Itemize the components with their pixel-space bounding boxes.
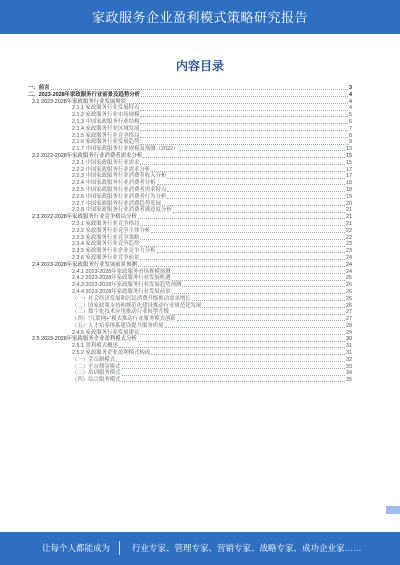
toc-leader-dots: [140, 246, 345, 247]
toc-entry-page: 26: [346, 295, 352, 302]
toc-entry[interactable]: [28, 248, 352, 255]
toc-leader-dots: [127, 103, 348, 104]
toc-entry-page: 15: [346, 152, 352, 159]
toc-entry[interactable]: [28, 126, 352, 133]
toc-entry-page: 29: [346, 329, 352, 336]
toc-entry-page: 19: [346, 193, 352, 200]
toc-entry-page: 23: [346, 241, 352, 248]
toc-leader-dots: [138, 341, 345, 342]
toc-leader-dots: [179, 150, 345, 151]
toc-title: 内容目录: [175, 59, 224, 73]
toc-leader-dots: [122, 381, 345, 382]
toc-leader-dots: [140, 144, 348, 145]
toc-leader-dots: [172, 293, 345, 294]
toc-entry-label: 2.2.8 中国家政服务行业消费者满意度分析: [72, 207, 172, 214]
toc-entry[interactable]: [28, 214, 352, 221]
toc-list: [28, 85, 352, 384]
toc-entry-label: 2.3.1 家政服务行业竞争格局: [72, 220, 140, 227]
toc-leader-dots: [141, 96, 348, 97]
toc-entry-page: 32: [346, 356, 352, 363]
toc-entry-label: 2.3 2022-2028年家政服务行业竞争格局分析: [32, 214, 137, 221]
toc-entry[interactable]: [28, 112, 352, 119]
toc-entry-page: 27: [346, 309, 352, 316]
toc-entry-label: 2.1.1 家政服务行业发展特点: [72, 105, 140, 112]
toc-entry[interactable]: [28, 255, 352, 262]
toc-entry-page: 3: [349, 85, 352, 91]
toc-entry-page: 18: [346, 186, 352, 193]
toc-entry-page: 20: [346, 200, 352, 207]
toc-entry-label: 2.4.4 2023-2028年家政服务行业发展前景: [72, 288, 171, 295]
toc-entry-page: 26: [346, 282, 352, 289]
toc-leader-dots: [167, 178, 345, 179]
toc-entry-label: 2.4.3 2023-2028年家政服务行业发展趋势预测: [72, 282, 182, 289]
toc-entry[interactable]: [28, 146, 352, 153]
toc-leader-dots: [116, 361, 345, 362]
toc-leader-dots: [157, 252, 345, 253]
header-band: [0, 0, 400, 34]
toc-entry-label: 2.1.4 家政服务行业区域发展: [72, 125, 140, 132]
toc-entry-page: 31: [346, 343, 352, 350]
toc-entry-page: 34: [346, 370, 352, 377]
toc-leader-dots: [140, 130, 348, 131]
toc-leader-dots: [143, 157, 345, 158]
toc-leader-dots: [170, 314, 345, 315]
toc-entry-label: 2.3.4 家政服务行业竞争趋势: [72, 241, 140, 248]
toc-entry-label: 2.2 2022-2028年家政服务行业消费者需求分析: [32, 152, 143, 159]
toc-entry-label: 2.5.2 家政服务企业盈利模式构成: [72, 350, 151, 357]
toc-entry-label: （二）国家政策支持和规范化建设推动行业规范化发展: [72, 302, 202, 309]
toc-entry[interactable]: [28, 221, 352, 228]
footer-slogan: 让每个人都能成为: [42, 543, 111, 553]
toc-entry-label: 二、2023-2028年家政服务行业前景及趋势分析: [28, 91, 141, 98]
toc-leader-dots: [140, 259, 345, 260]
toc-leader-dots: [138, 218, 345, 219]
toc-entry[interactable]: [28, 262, 352, 269]
toc-entry-page: 4: [349, 98, 352, 105]
toc-entry-page: 8: [349, 132, 352, 139]
toc-leader-dots: [140, 116, 348, 117]
footer-separator: [119, 541, 120, 555]
toc-leader-dots: [172, 273, 345, 274]
toc-leader-dots: [151, 171, 345, 172]
toc-leader-dots: [140, 225, 345, 226]
footer-roles: 行业专家、管理专家、营销专家、战略专家、成功企业家……: [132, 543, 362, 553]
toc-entry-label: 2.2.4 中国家政服务行业消费者分析: [72, 180, 156, 187]
toc-entry-label: 2.2.3 中国家政服务行业消费者收入分析: [72, 173, 167, 180]
toc-entry-label: （一）会员制模式: [72, 356, 116, 363]
toc-entry[interactable]: [28, 282, 352, 289]
toc-entry-label: 2.5 2023-2028年家政服务企业盈利模式分析: [32, 336, 137, 343]
toc-entry-label: 2.4 2023-2028年家政服务行业发展前景预测: [32, 261, 137, 268]
toc-leader-dots: [182, 286, 345, 287]
toc-entry-label: 2.4.5 家政服务行业发展建议: [72, 329, 140, 336]
toc-entry-page: 25: [346, 275, 352, 282]
toc-entry-page: 18: [346, 180, 352, 187]
toc-entry-page: 4: [349, 105, 352, 112]
toc-leader-dots: [173, 212, 345, 213]
toc-leader-dots: [157, 184, 345, 185]
toc-entry-page: 5: [349, 112, 352, 119]
toc-entry-label: 2.2.2 中国家政服务行业需求分析: [72, 166, 151, 173]
toc-entry[interactable]: [28, 153, 352, 160]
toc-entry-label: 2.3.5 家政服务行业企业竞争力分析: [72, 248, 156, 255]
right-accent-block: [386, 506, 400, 514]
toc-entry-label: 2.1.3 中国家政服务行业结构: [72, 118, 140, 125]
toc-entry-page: 21: [346, 220, 352, 227]
toc-leader-dots: [140, 164, 345, 165]
toc-entry-page: 17: [346, 173, 352, 180]
toc-entry-label: （三）数字化技术应用推动行业转型升级: [72, 309, 170, 316]
toc-entry-label: 2.3.2 家政服务行业竞争主体分析: [72, 227, 151, 234]
toc-leader-dots: [122, 375, 345, 376]
toc-entry-page: 21: [346, 207, 352, 214]
toc-leader-dots: [138, 266, 345, 267]
toc-entry-label: （四）“互联网+”模式推动行业服务模式创新: [72, 316, 176, 323]
toc-leader-dots: [151, 232, 345, 233]
toc-entry[interactable]: [28, 350, 352, 357]
toc-entry-page: 22: [346, 234, 352, 241]
toc-entry-page: 33: [346, 363, 352, 370]
toc-leader-dots: [165, 327, 345, 328]
toc-entry-label: 2.2.1 中国家政服务行业需求: [72, 159, 140, 166]
toc-leader-dots: [140, 137, 348, 138]
toc-entry-label: 2.1 2023-2028年家政服务行业发展现状: [32, 98, 127, 105]
toc-entry-page: 15: [346, 159, 352, 166]
toc-entry-label: （五）人才培养体系建设提升服务质量: [72, 322, 164, 329]
toc-entry[interactable]: [28, 92, 352, 99]
toc-leader-dots: [162, 205, 345, 206]
toc-entry-page: 35: [346, 377, 352, 384]
toc-entry[interactable]: [28, 377, 352, 384]
toc-leader-dots: [172, 280, 345, 281]
toc-entry-page: 13: [346, 146, 352, 153]
toc-entry-page: 24: [346, 268, 352, 275]
toc-entry-page: 6: [349, 118, 352, 125]
toc-entry-label: 2.3.6 家政服务行业竞争前景: [72, 254, 140, 261]
toc-entry-label: 2.1.7 中国家政服务行业规模及预测（2022）: [72, 146, 179, 153]
toc-entry-label: 2.5.1 盈利模式概述: [72, 343, 118, 350]
toc-leader-dots: [140, 334, 345, 335]
toc-entry-page: 26: [346, 288, 352, 295]
toc-entry[interactable]: [28, 357, 352, 364]
toc-leader-dots: [167, 198, 345, 199]
toc-leader-dots: [192, 300, 345, 301]
report-title: 家政服务企业盈利模式策略研究报告: [91, 10, 308, 25]
toc-entry[interactable]: [28, 180, 352, 187]
toc-entry[interactable]: [28, 194, 352, 201]
toc-leader-dots: [140, 239, 345, 240]
toc-entry-label: （四）综合服务模式: [72, 377, 121, 384]
toc-entry[interactable]: [28, 323, 352, 330]
toc-leader-dots: [122, 368, 345, 369]
toc-entry-label: 2.1.6 家政服务行业发展趋势: [72, 139, 140, 146]
toc-entry[interactable]: [28, 316, 352, 323]
toc-leader-dots: [119, 347, 345, 348]
toc-entry-label: 2.3.3 家政服务行业竞争策略: [72, 234, 140, 241]
toc-entry-page: 24: [346, 254, 352, 261]
toc-entry-page: 9: [349, 139, 352, 146]
toc-entry-page: 30: [346, 336, 352, 343]
toc-entry[interactable]: [28, 228, 352, 235]
toc-entry-label: 2.2.6 中国家政服务行业消费者行为分析: [72, 193, 167, 200]
toc-entry-label: 2.1.5 家政服务行业竞争格局: [72, 132, 140, 139]
toc-entry-label: 2.2.5 中国家政服务行业消费者需求特点: [72, 186, 167, 193]
toc-leader-dots: [140, 123, 348, 124]
toc-entry-page: 26: [346, 302, 352, 309]
toc-leader-dots: [202, 307, 345, 308]
toc-leader-dots: [140, 110, 348, 111]
toc-entry-label: 2.2.7 中国家政服务行业消费趋势发展: [72, 200, 161, 207]
toc-entry-label: （二）平台佣金模式: [72, 363, 121, 370]
toc-entry-page: 24: [346, 261, 352, 268]
toc-entry-page: 7: [349, 125, 352, 132]
toc-entry[interactable]: [28, 187, 352, 194]
toc-entry-page: 23: [346, 248, 352, 255]
toc-entry[interactable]: [28, 160, 352, 167]
toc-entry[interactable]: [28, 289, 352, 296]
toc-entry-page: 28: [346, 322, 352, 329]
toc-entry-label: 2.4.2 2023-2028年家政服务行业发展机遇: [72, 275, 171, 282]
toc-leader-dots: [167, 191, 345, 192]
toc-entry-page: 31: [346, 350, 352, 357]
footer-band: [0, 532, 400, 565]
toc-entry[interactable]: [28, 119, 352, 126]
toc-entry-label: 一、前言: [28, 85, 50, 91]
toc-leader-dots: [51, 89, 348, 90]
toc-entry[interactable]: [28, 296, 352, 303]
toc-leader-dots: [177, 320, 345, 321]
toc-entry-page: 17: [346, 166, 352, 173]
toc-entry[interactable]: [28, 85, 352, 92]
toc-entry-page: 4: [349, 91, 352, 98]
toc-entry-label: （三）培训服务模式: [72, 370, 121, 377]
toc-leader-dots: [151, 354, 345, 355]
toc-entry-page: 22: [346, 227, 352, 234]
toc-entry-label: 2.1.2 家政服务行业市场规模: [72, 112, 140, 119]
toc-entry-label: （一）社会经济发展和居民消费升级推动需求增长: [72, 295, 191, 302]
toc-entry-page: 27: [346, 316, 352, 323]
toc-entry-label: 2.4.1 2023-2028年家政服务市场规模预测: [72, 268, 171, 275]
toc-entry-page: 21: [346, 214, 352, 221]
